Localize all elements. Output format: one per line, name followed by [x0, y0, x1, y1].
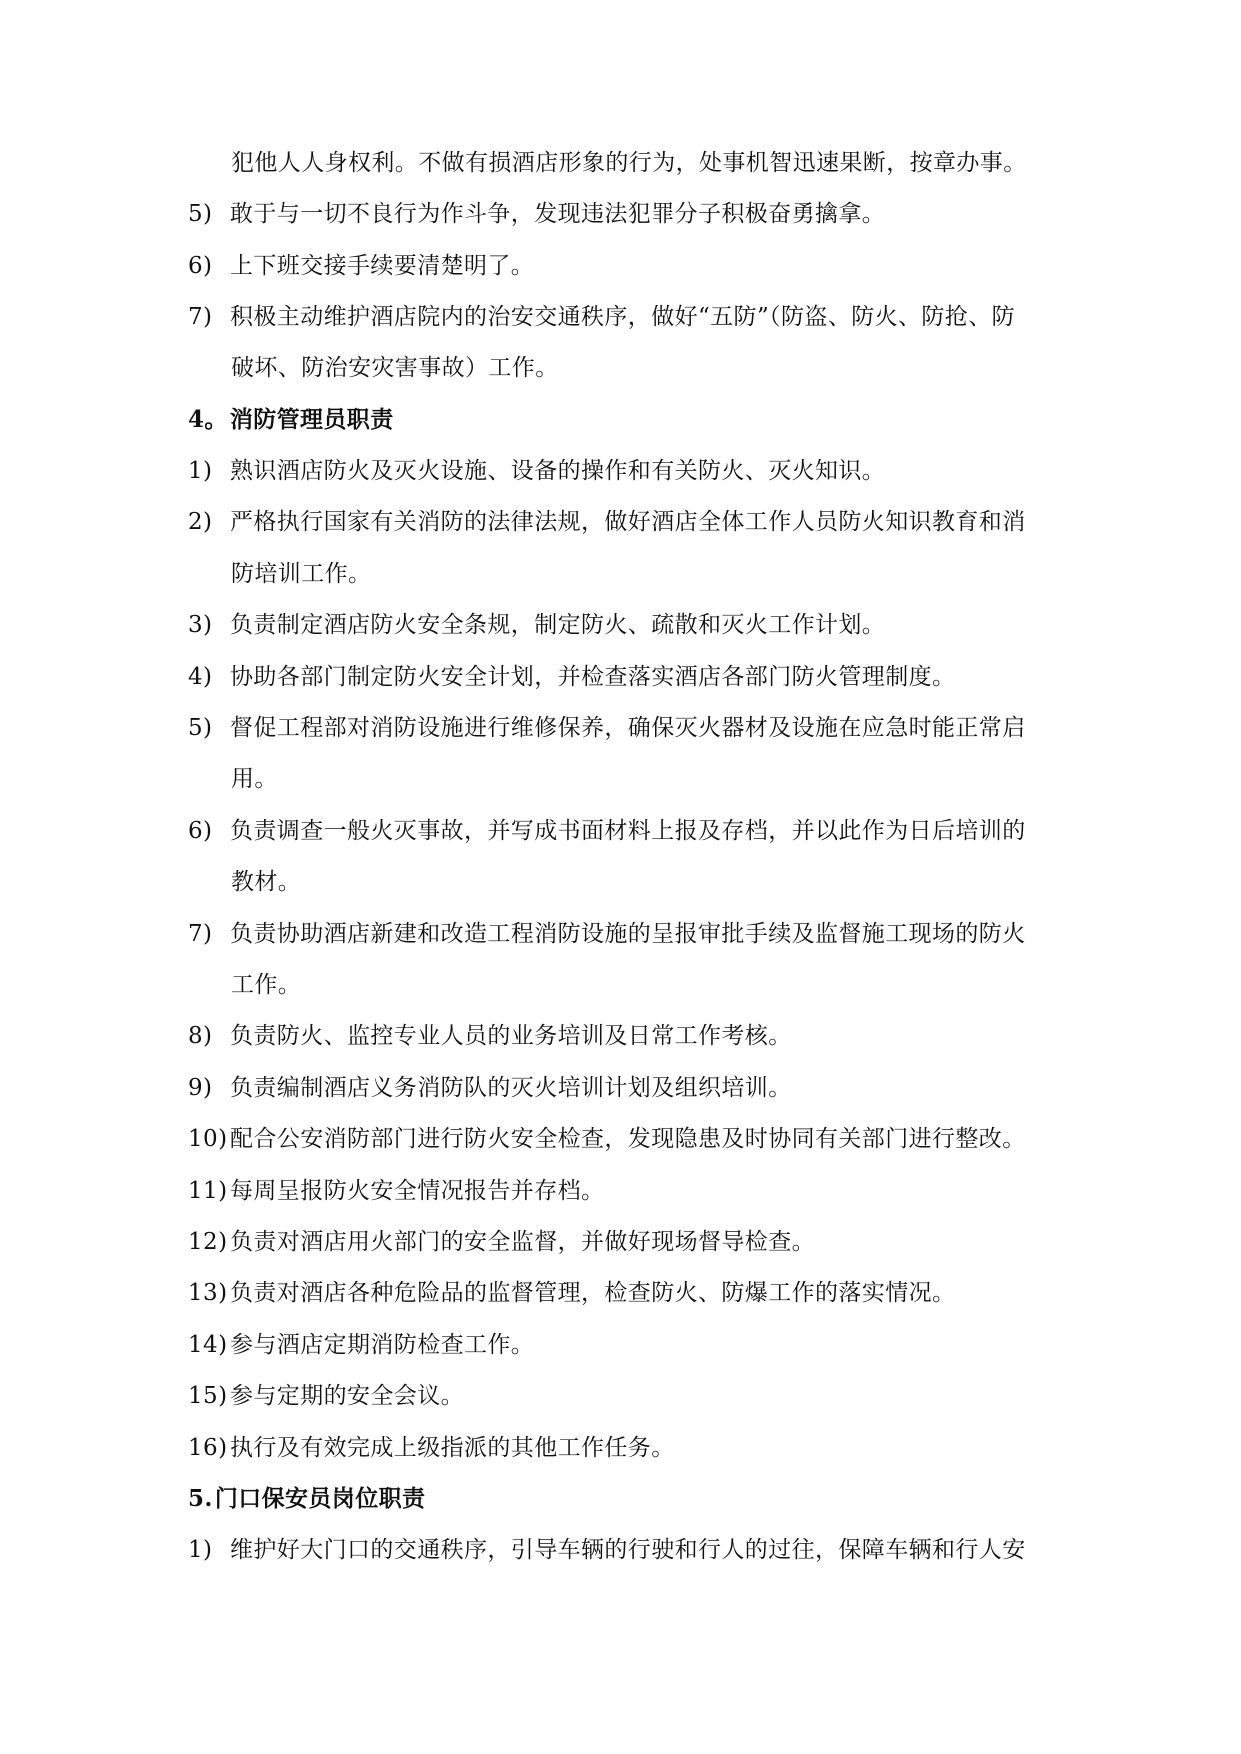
item-number: 7): [188, 304, 213, 330]
list-item: [188, 507, 1026, 537]
item-number: 5): [188, 201, 213, 227]
item-number: 8): [188, 1023, 213, 1049]
list-item: [188, 199, 885, 229]
item-text: 上下班交接手续要清楚明了。: [230, 253, 535, 279]
item-text: 积极主动维护酒店院内的治安交通秩序，做好“五防”（防盗、防火、防抢、防: [230, 304, 1016, 330]
item-text: 执行及有效完成上级指派的其他工作任务。: [230, 1435, 675, 1461]
line-continuation: [231, 764, 278, 794]
item-text: 严格执行国家有关消防的法律法规，做好酒店全体工作人员防火知识教育和消: [230, 509, 1026, 535]
list-item: [188, 713, 1026, 743]
list-item: [188, 919, 1026, 949]
line-text: 破坏、防治安灾害事故）工作。: [231, 355, 559, 381]
line-continuation: [231, 970, 301, 1000]
list-item: [188, 251, 534, 281]
line-continuation: [231, 148, 1027, 178]
list-item: [188, 1176, 604, 1206]
item-number: 10): [188, 1126, 228, 1152]
list-item: [188, 662, 955, 692]
item-number: 12): [188, 1229, 228, 1255]
item-number: 14): [188, 1332, 228, 1358]
item-text: 协助各部门制定防火安全计划，并检查落实酒店各部门防火管理制度。: [230, 664, 956, 690]
item-text: 敢于与一切不良行为作斗争，发现违法犯罪分子积极奋勇擒拿。: [230, 201, 886, 227]
item-number: 7): [188, 921, 213, 947]
list-item: [188, 1381, 464, 1411]
item-number: 5): [188, 715, 213, 741]
item-number: 1): [188, 1537, 213, 1563]
item-text: 负责对酒店用火部门的安全监督，并做好现场督导检查。: [230, 1229, 815, 1255]
item-text: 负责调查一般火灭事故，并写成书面材料上报及存档，并以此作为日后培训的: [230, 818, 1026, 844]
heading-number: 4。: [188, 406, 228, 433]
heading-text: 消防管理员职责: [229, 406, 394, 433]
section-heading: [188, 405, 394, 435]
item-number: 11): [188, 1178, 228, 1204]
item-text: 熟识酒店防火及灭火设施、设备的操作和有关防火、灭火知识。: [230, 458, 886, 484]
item-text: 每周呈报防火安全情况报告并存档。: [230, 1178, 605, 1204]
line-text: 用。: [231, 766, 278, 792]
heading-number: 5.: [188, 1485, 213, 1512]
list-item: [188, 1278, 955, 1308]
line-continuation: [231, 353, 559, 383]
list-item: [188, 1073, 792, 1103]
list-item: [188, 302, 1015, 332]
list-item: [188, 610, 885, 640]
item-number: 6): [188, 253, 213, 279]
item-number: 13): [188, 1280, 228, 1306]
item-number: 16): [188, 1435, 228, 1461]
item-number: 3): [188, 612, 213, 638]
item-number: 6): [188, 818, 213, 844]
item-number: 15): [188, 1383, 228, 1409]
list-item: [188, 456, 885, 486]
item-text: 负责防火、监控专业人员的业务培训及日常工作考核。: [230, 1023, 792, 1049]
list-item: [188, 1021, 792, 1051]
list-item: [188, 1124, 1026, 1154]
line-text: 防培训工作。: [231, 561, 372, 587]
item-text: 配合公安消防部门进行防火安全检查，发现隐患及时协同有关部门进行整改。: [230, 1126, 1026, 1152]
list-item: [188, 1433, 675, 1463]
list-item: [188, 816, 1026, 846]
item-text: 负责对酒店各种危险品的监督管理，检查防火、防爆工作的落实情况。: [230, 1280, 956, 1306]
section-heading: [188, 1484, 425, 1514]
line-continuation: [231, 559, 371, 589]
item-text: 负责制定酒店防火安全条规，制定防火、疏散和灭火工作计划。: [230, 612, 886, 638]
line-text: 教材。: [231, 869, 302, 895]
list-item: [188, 1330, 534, 1360]
line-continuation: [231, 867, 301, 897]
item-text: 负责编制酒店义务消防队的灭火培训计划及组织培训。: [230, 1075, 792, 1101]
item-number: 9): [188, 1075, 213, 1101]
item-text: 负责协助酒店新建和改造工程消防设施的呈报审批手续及监督施工现场的防火: [230, 921, 1026, 947]
item-text: 维护好大门口的交通秩序，引导车辆的行驶和行人的过往，保障车辆和行人安: [230, 1537, 1026, 1563]
item-number: 1): [188, 458, 213, 484]
item-number: 2): [188, 509, 213, 535]
heading-text: 门口保安员岗位职责: [214, 1485, 426, 1512]
list-item: [188, 1535, 1026, 1565]
line-text: 工作。: [231, 972, 302, 998]
item-text: 参与酒店定期消防检查工作。: [230, 1332, 535, 1358]
line-text: 犯他人人身权利。不做有损酒店形象的行为，处事机智迅速果断，按章办事。: [231, 150, 1027, 176]
list-item: [188, 1227, 815, 1257]
item-text: 督促工程部对消防设施进行维修保养，确保灭火器材及设施在应急时能正常启: [230, 715, 1026, 741]
item-text: 参与定期的安全会议。: [230, 1383, 464, 1409]
item-number: 4): [188, 664, 213, 690]
